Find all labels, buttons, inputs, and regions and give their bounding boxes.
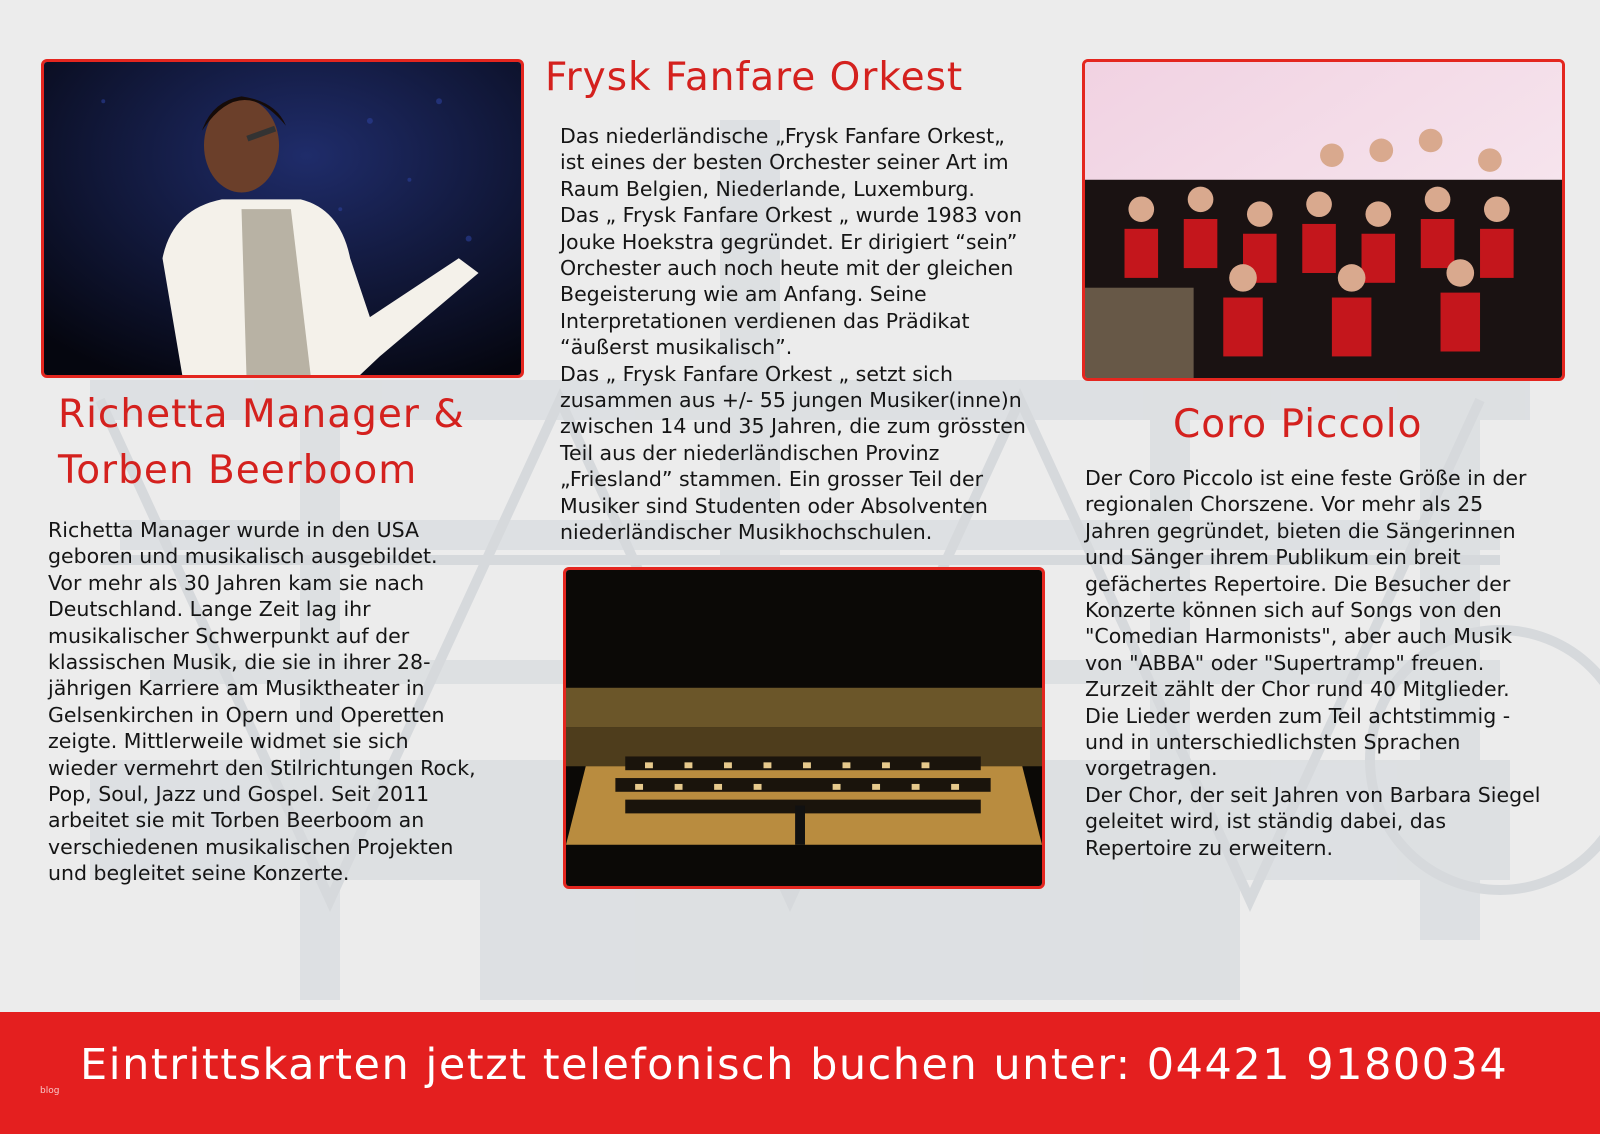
- right-body-text: Der Coro Piccolo ist eine feste Größe in der regionalen Chorszene. Vor mehr als 25 Jahren gegründet, bieten die Sängerinnen und Sänger ihrem Publikum ein breit gefächertes Repertoire. Die Besucher der Konzerte können sich auf Songs von den "Comedian Harmonists", aber auch Musik von "ABBA" oder "Supertramp" freuen. Zurzeit zählt der Chor rund 40 Mitglieder. Die Lieder werden zum Teil achtstimmig - und in unterschiedlichsten Sprachen vorgetragen. Der Chor, der seit Jahren von Barbara Siegel geleitet wird, ist ständig dabei, das Repertoire zu erweitern.: [1085, 466, 1541, 860]
- booking-text: Eintrittskarten jetzt telefonisch buchen unter: 04421 9180034: [80, 1040, 1509, 1090]
- singer-photo: [41, 59, 524, 378]
- center-body-text: Das niederländische „Frysk Fanfare Orkest„ ist eines der besten Orchester seiner Art im Raum Belgien, Niederlande, Luxemburg. Das „ Frysk Fanfare Orkest „ wurde 1983 von Jouke Hoekstra gegründet. Er dirigiert “sein” Orchester auch noch heute mit der gleichen Begeisterung wie am Anfang. Seine Interpretationen verdienen das Prädikat “äußerst musikalisch”. Das „ Frysk Fanfare Orkest „ setzt sich zusammen aus +/- 55 jungen Musiker(inne)n zwischen 14 und 35 Jahren, die zum grössten Teil aus der niederländischen Provinz „Friesland” stammen. Ein grosser Teil der Musiker sind Studenten oder Absolventen niederländischer Musikhochschulen.: [560, 124, 1026, 545]
- left-body-text: Richetta Manager wurde in den USA geboren und musikalisch ausgebildet. Vor mehr als 30 Jahren kam sie nach Deutschland. Lange Zeit lag ihr musikalischer Schwerpunkt auf der klassischen Musik, die sie in ihrer 28- jährigen Karriere am Musiktheater in Gelsenkirchen in Opern und Operetten zeigte. Mittlerweile widmet sie sich wieder vermehrt den Stilrichtungen Rock, Pop, Soul, Jazz und Gospel. Seit 2011 arbeitet sie mit Torben Beerboom an verschiedenen musikalischen Projekten und begleitet seine Konzerte.: [48, 518, 476, 886]
- blog-tag: blog: [40, 1086, 60, 1096]
- center-heading: Frysk Fanfare Orkest: [545, 55, 964, 100]
- orchestra-photo: [563, 567, 1045, 889]
- right-heading: Coro Piccolo: [1173, 402, 1423, 447]
- footer-banner: [0, 1012, 1600, 1134]
- left-heading: Richetta Manager & Torben Beerboom: [58, 392, 465, 493]
- choir-photo: [1082, 59, 1565, 381]
